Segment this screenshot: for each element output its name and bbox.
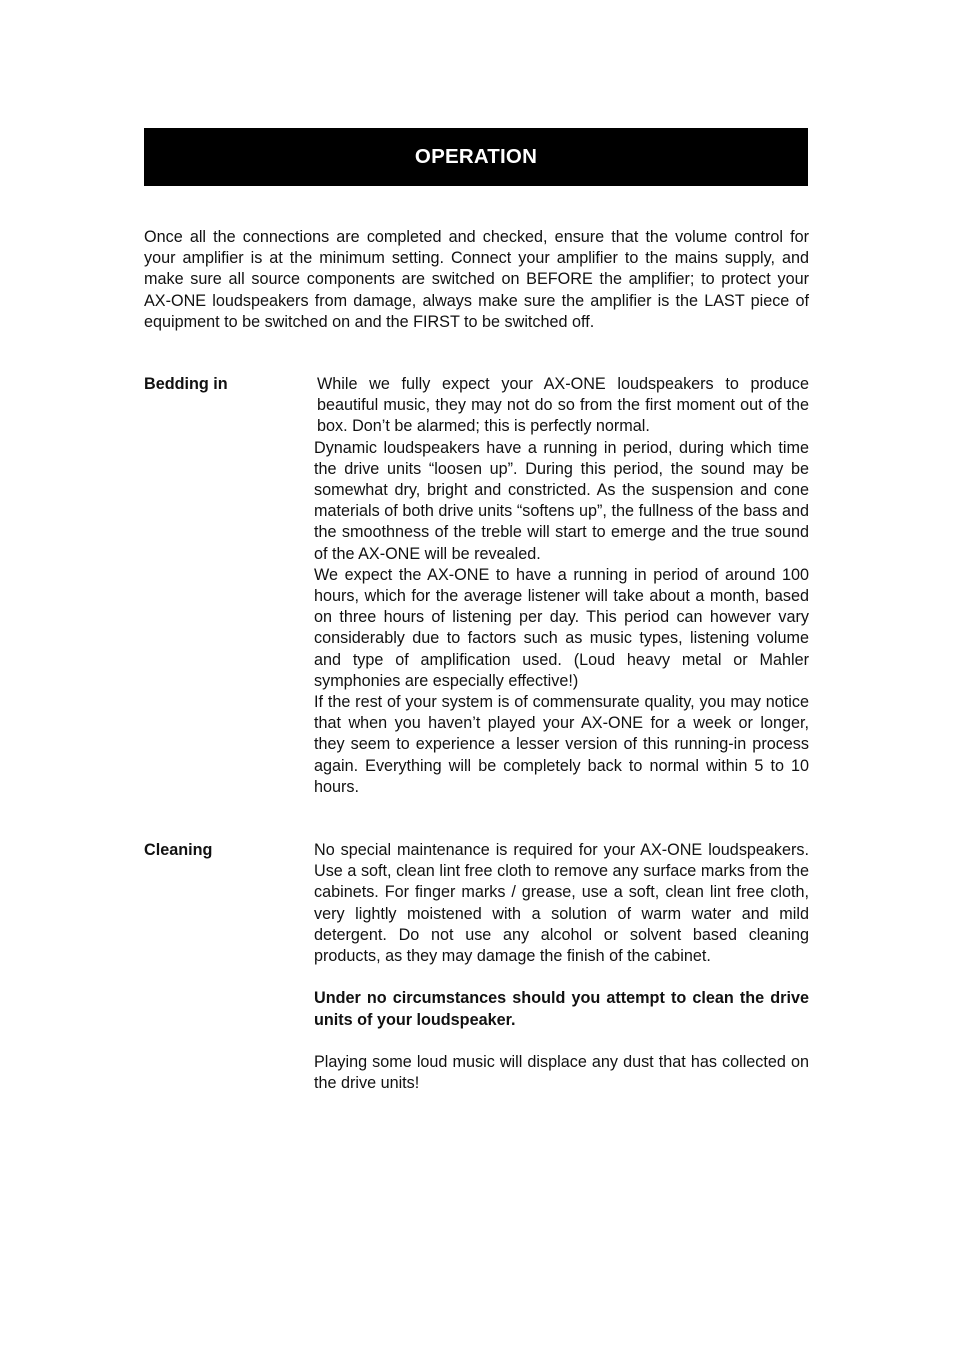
bedding-in-body	[314, 374, 809, 798]
bedding-paragraph-4: If the rest of your system is of commensurate quality, you may notice that when you haven’t played your AX-ONE for a week or longer, they seem to experience a lesser version of this running-in process again. Everything will be completely back to normal within 5 to 10 hours.	[314, 693, 809, 796]
cleaning-warning: Under no circumstances should you attempt to clean the drive units of your loudspeaker.	[314, 989, 809, 1029]
cleaning-paragraph-3: Playing some loud music will displace any dust that has collected on the drive units!	[314, 1053, 809, 1093]
cleaning-heading: Cleaning	[144, 841, 213, 859]
bedding-paragraph-1: While we fully expect your AX-ONE loudspeakers to produce beautiful music, they may not do so from the first moment out of the box. Don’t be alarmed; this is perfectly normal.	[317, 375, 809, 436]
intro-paragraph: Once all the connections are completed and checked, ensure that the volume control for your amplifier is at the minimum setting. Connect your amplifier to the mains supply, and make sure all source components are switched on BEFORE the amplifier; to protect your AX-ONE loudspeakers from damage, always make sure the amplifier is the LAST piece of equipment to be switched on and the FIRST to be switched off.	[144, 228, 809, 331]
bedding-paragraph-3: We expect the AX-ONE to have a running in period of around 100 hours, which for the average listener will take about a month, based on three hours of listening per day. This period can however vary considerably due to factors such as music types, listening volume and type of amplification used. (Loud heavy metal or Mahler symphonies are especially effective!)	[314, 565, 809, 690]
section-title-bar	[144, 128, 808, 186]
cleaning-paragraph-1: No special maintenance is required for your AX-ONE loudspeakers. Use a soft, clean lint free cloth to remove any surface marks from the cabinets. For finger marks / grease, use a soft, clean lint free cloth, very lightly moistened with a solution of warm water and mild detergent. Do not use any alcohol or solvent based cleaning products, as they may damage the finish of the cabinet.	[314, 841, 809, 966]
bedding-paragraph-2: Dynamic loudspeakers have a running in period, during which time the drive units “loosen up”. During this period, the sound may be somewhat dry, bright and constricted. As the suspension and cone materials of both drive units “softens up”, the fullness of the bass and the smoothness of the treble will start to emerge and the true sound of the AX-ONE will be revealed.	[314, 438, 809, 563]
cleaning-body	[314, 840, 809, 1094]
page-title: OPERATION	[414, 145, 538, 168]
bedding-in-heading: Bedding in	[144, 375, 228, 393]
